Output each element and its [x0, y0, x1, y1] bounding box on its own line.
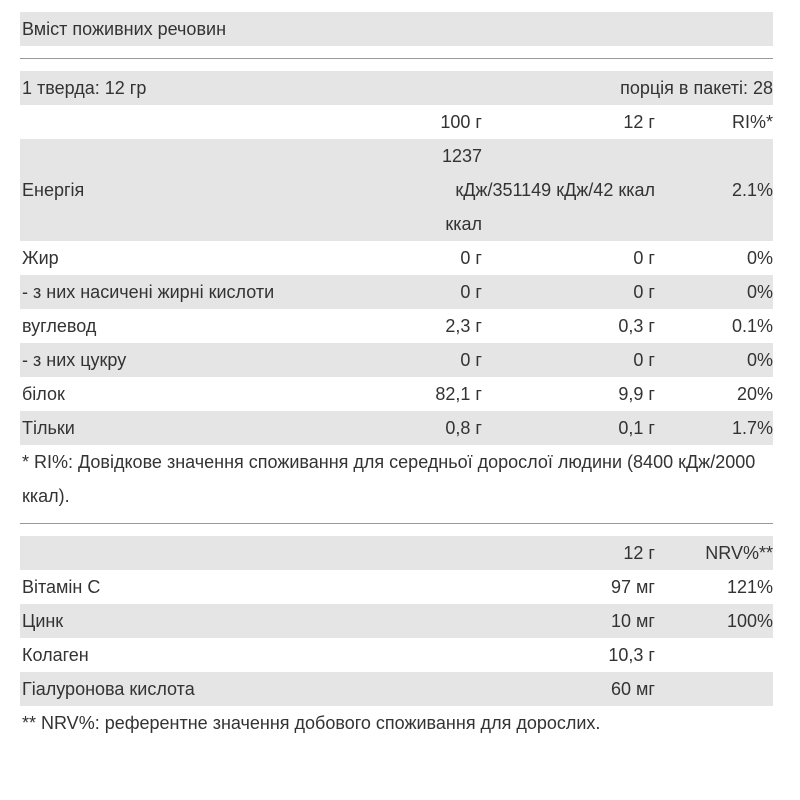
row-ri: 0% — [746, 247, 773, 268]
row-label: Вітамін С — [22, 576, 101, 597]
energy-label: Енергія — [22, 179, 85, 200]
row-ri: 0.1% — [731, 315, 773, 336]
serving-size: 1 тверда: 12 гр — [22, 77, 147, 98]
row-label: Жир — [22, 247, 59, 268]
row-per100: 0 г — [460, 281, 482, 302]
row-per12: 0 г — [633, 281, 655, 302]
table-row — [20, 638, 773, 672]
row-per100: 0 г — [460, 349, 482, 370]
row-label: білок — [22, 383, 65, 404]
energy-line-1: 1237 — [441, 146, 482, 166]
header-per100: 100 г — [440, 111, 482, 132]
section-title: Вміст поживних речовин — [20, 12, 773, 46]
serving-info-row — [20, 71, 773, 105]
row-per100: 82,1 г — [435, 383, 482, 404]
table-row — [20, 570, 773, 604]
row-nrv: 121% — [726, 576, 773, 597]
row-per12: 0,1 г — [618, 417, 655, 438]
nrv-footnote: ** NRV%: референтне значення добового споживання для дорослих. — [22, 713, 601, 733]
row-per12: 0 г — [633, 247, 655, 268]
table-row — [20, 377, 773, 411]
energy-values — [378, 139, 655, 241]
ri-footnote: * RI%: Довідкове значення споживання для середньої дорослої людини (8400 кДж/2000 ккал). — [22, 452, 756, 506]
energy-line-2: кДж/351149 кДж/42 ккал — [455, 180, 655, 200]
nutrition-document — [20, 12, 773, 740]
energy-line-3: ккал — [445, 214, 482, 234]
row-per12: 97 мг — [611, 576, 655, 597]
row-nrv: 100% — [726, 610, 773, 631]
row-per12: 9,9 г — [618, 383, 655, 404]
table-row — [20, 309, 773, 343]
row-per100: 0,8 г — [445, 417, 482, 438]
row-per12: 0 г — [633, 349, 655, 370]
row-per12: 10 мг — [611, 610, 655, 631]
table-row — [20, 672, 773, 706]
header-per12: 12 г — [623, 542, 655, 563]
header-nrv: NRV%** — [705, 542, 773, 563]
row-label: - з них насичені жирні кислоти — [22, 281, 275, 302]
nutrition-header-row — [20, 105, 773, 139]
energy-row — [20, 139, 773, 241]
table-row — [20, 275, 773, 309]
table-row — [20, 343, 773, 377]
row-label: Тільки — [22, 417, 75, 438]
header-per12: 12 г — [623, 111, 655, 132]
row-label: Цинк — [22, 610, 64, 631]
row-per100: 0 г — [460, 247, 482, 268]
row-label: вуглевод — [22, 315, 97, 336]
row-per100: 2,3 г — [445, 315, 482, 336]
row-label: Колаген — [22, 644, 89, 665]
row-label: - з них цукру — [22, 349, 127, 370]
header-ri: RI%* — [731, 111, 773, 132]
row-ri: 0% — [746, 349, 773, 370]
row-per12: 0,3 г — [618, 315, 655, 336]
energy-ri: 2.1% — [731, 179, 773, 200]
table-row — [20, 604, 773, 638]
row-per12: 60 мг — [611, 678, 655, 699]
vitamins-header-row — [20, 536, 773, 570]
row-ri: 20% — [736, 383, 773, 404]
table-row — [20, 411, 773, 445]
row-ri: 1.7% — [731, 417, 773, 438]
table-row — [20, 241, 773, 275]
row-ri: 0% — [746, 281, 773, 302]
row-label: Гіалуронова кислота — [22, 678, 195, 699]
servings-per-pack: порція в пакеті: 28 — [620, 77, 773, 98]
row-per12: 10,3 г — [608, 644, 655, 665]
